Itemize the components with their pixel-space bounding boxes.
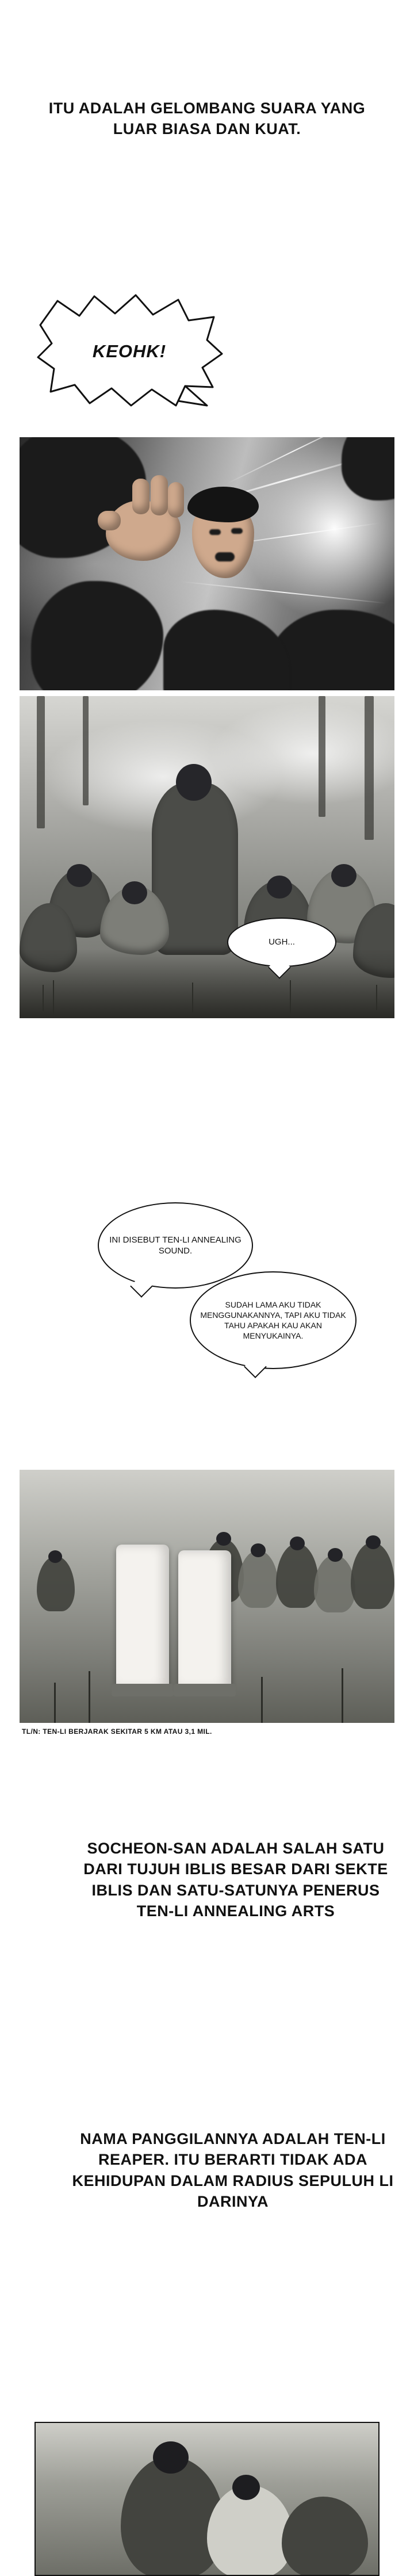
shout-balloon	[34, 291, 224, 411]
balloon-annealing-text: INI DISEBUT TEN-LI ANNEALING SOUND.	[109, 1235, 241, 1256]
ground-shade	[20, 949, 394, 1018]
grass-blade	[54, 1683, 56, 1723]
grass-blade	[261, 1677, 263, 1723]
panel-crouching-man	[34, 2422, 379, 2576]
balloon-long-time-text: SUDAH LAMA AKU TIDAK MENGGUNAKANNYA, TAPI AKU TIDAK TAHU APAKAH KAU AKAN MENYUKAINYA.	[200, 1300, 346, 1341]
panel-flash-face	[20, 437, 394, 690]
figure-head	[216, 1532, 231, 1546]
grass-blade	[89, 1671, 90, 1723]
panel-boots-crowd	[20, 1470, 394, 1740]
figure-head	[267, 876, 292, 899]
boot-right	[178, 1550, 231, 1688]
finger-shape	[132, 479, 150, 514]
grass-blade	[376, 985, 377, 1010]
panel-border	[34, 2422, 379, 2576]
narration-text-1: ITU ADALAH GELOMBANG SUARA YANG LUAR BIASA DAN KUAT.	[48, 100, 366, 138]
mouth-shape	[215, 552, 235, 561]
figure-head	[251, 1543, 266, 1557]
figure-head	[331, 864, 356, 887]
tree-shape	[319, 696, 325, 817]
narration-text-3: NAMA PANGGILANNYA ADALAH TEN-LI REAPER. ITU BERARTI TIDAK ADA KEHIDUPAN DALAM RADIUS SEPULUH LI DARINYA	[72, 2130, 394, 2211]
translator-note: TL/N: TEN-LI BERJARAK SEKITAR 5 KM ATAU 3,1 MIL.	[20, 1723, 394, 1740]
figure-head	[67, 864, 92, 887]
balloon-annealing	[98, 1202, 253, 1289]
grass-blade	[43, 985, 44, 1011]
eye-shape	[231, 528, 243, 534]
tree-shape	[37, 696, 45, 828]
figure-head	[290, 1537, 305, 1550]
figure-head	[48, 1550, 62, 1563]
shout-balloon-text: KEOHK!	[92, 341, 167, 361]
tree-shape	[83, 696, 89, 805]
panel-kneeling-crowd	[20, 696, 394, 1018]
eye-shape	[209, 529, 221, 535]
figure-head	[328, 1548, 343, 1562]
grass-blade	[342, 1668, 343, 1723]
boot-left	[116, 1545, 169, 1688]
grass-blade	[53, 980, 54, 1015]
tree-shape	[365, 696, 374, 840]
grass-blade	[192, 983, 193, 1012]
balloon-ugh-text: UGH...	[269, 937, 295, 947]
boot-sole	[174, 1684, 236, 1696]
figure-head	[122, 881, 147, 904]
balloon-long-time	[190, 1271, 356, 1369]
hair-shape	[187, 487, 259, 522]
narration-text-2: SOCHEON-SAN ADALAH SALAH SATU DARI TUJUH IBLIS BESAR DARI SEKTE IBLIS DAN SATU-SATUNYA PENERUS TEN-LI ANNEALING ARTS	[83, 1840, 388, 1920]
ink-blot	[31, 581, 163, 690]
grass-blade	[290, 980, 291, 1014]
figure-head	[366, 1535, 381, 1549]
figure-head	[176, 764, 212, 801]
thumb-shape	[98, 511, 121, 530]
finger-shape	[151, 475, 168, 515]
finger-shape	[168, 482, 184, 518]
boot-sole	[112, 1684, 174, 1696]
